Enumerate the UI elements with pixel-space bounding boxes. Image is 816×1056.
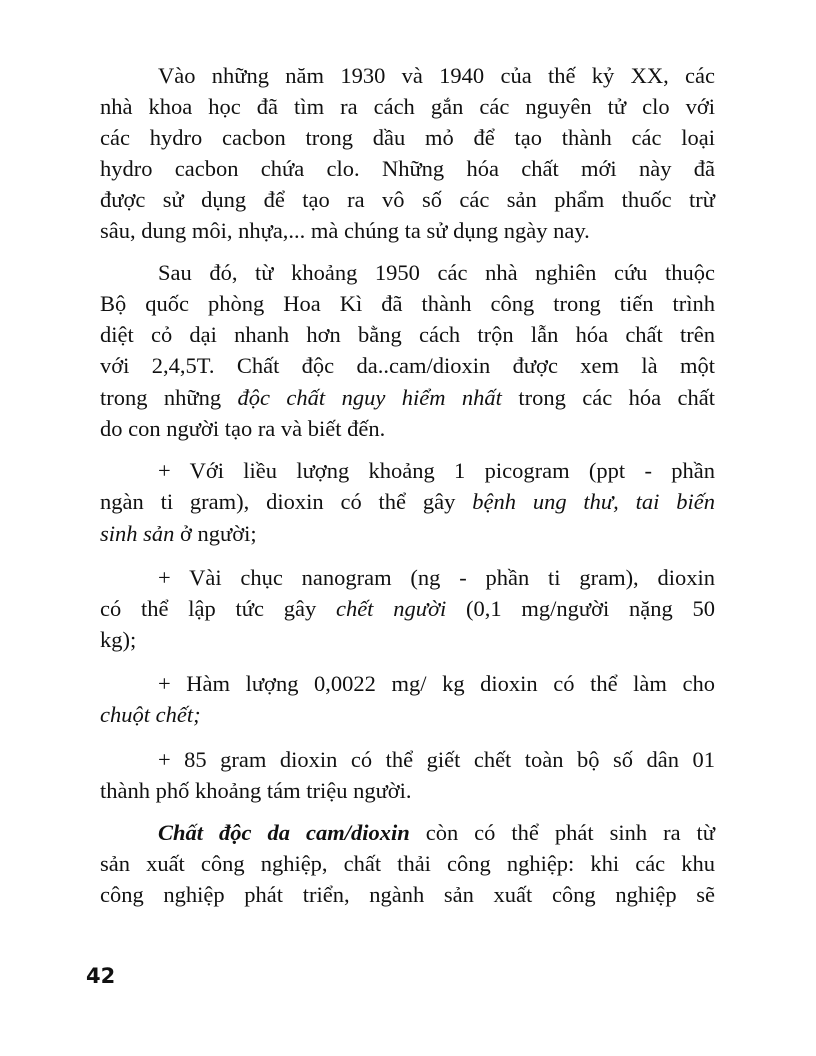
text-segment: các hydro cacbon trong dầu mỏ để tạo thành các loại bbox=[100, 125, 715, 150]
emphasized-text: bệnh ung thư, tai biến bbox=[472, 489, 715, 514]
paragraph-2-line bbox=[158, 257, 715, 288]
paragraph-1-line bbox=[100, 215, 715, 246]
page-number: 42 bbox=[86, 964, 116, 988]
emphasized-text: độc chất nguy hiểm nhất bbox=[237, 385, 502, 410]
text-segment: thành phố khoảng tám triệu người. bbox=[100, 778, 412, 803]
paragraph-5-line bbox=[100, 699, 715, 730]
text-segment: Bộ quốc phòng Hoa Kì đã thành công trong tiến trình bbox=[100, 291, 715, 316]
paragraph-1-line bbox=[100, 153, 715, 184]
paragraph-2-line bbox=[100, 413, 715, 444]
text-segment: trong các hóa chất bbox=[501, 385, 715, 410]
text-segment: Sau đó, từ khoảng 1950 các nhà nghiên cứu thuộc bbox=[158, 260, 715, 285]
text-segment: ở người; bbox=[174, 521, 257, 546]
text-segment: có thể lập tức gây bbox=[100, 596, 336, 621]
emphasized-text: chết người bbox=[335, 596, 447, 621]
paragraph-1-line bbox=[100, 184, 715, 215]
text-segment: với 2,4,5T. Chất độc da..cam/dioxin được xem là một bbox=[100, 353, 715, 378]
paragraph-1-line bbox=[158, 60, 715, 91]
paragraph-7-line bbox=[100, 848, 715, 879]
text-segment: nhà khoa học đã tìm ra cách gắn các nguyên tử clo với bbox=[100, 94, 715, 119]
paragraph-7-line bbox=[100, 879, 715, 910]
text-segment: hydro cacbon chứa clo. Những hóa chất mới này đã bbox=[100, 156, 715, 181]
paragraph-6-line bbox=[100, 775, 715, 806]
paragraph-4-line bbox=[158, 562, 715, 593]
text-segment: được sử dụng để tạo ra vô số các sản phẩm thuốc trừ bbox=[100, 187, 715, 212]
paragraph-2-line bbox=[100, 288, 715, 319]
text-segment: còn có thể phát sinh ra từ bbox=[409, 820, 715, 845]
text-segment: + Hàm lượng 0,0022 mg/ kg dioxin có thể làm cho bbox=[158, 671, 715, 696]
paragraph-4-line bbox=[100, 624, 715, 655]
text-segment: do con người tạo ra và biết đến. bbox=[100, 416, 386, 441]
text-segment: (0,1 mg/người nặng 50 bbox=[446, 596, 715, 621]
text-segment: diệt cỏ dại nhanh hơn bằng cách trộn lẫn hóa chất trên bbox=[100, 322, 715, 347]
paragraph-5-line bbox=[158, 668, 715, 699]
text-segment: ngàn ti gram), dioxin có thể gây bbox=[100, 489, 473, 514]
text-segment: sâu, dung môi, nhựa,... mà chúng ta sử dụng ngày nay. bbox=[100, 218, 590, 243]
paragraph-1-line bbox=[100, 122, 715, 153]
paragraph-1-line bbox=[100, 91, 715, 122]
paragraph-3-line bbox=[100, 486, 715, 517]
emphasized-text: sinh sản bbox=[100, 521, 175, 546]
text-segment: + 85 gram dioxin có thể giết chết toàn bộ số dân 01 bbox=[158, 747, 715, 772]
emphasized-text: Chất độc da cam/dioxin bbox=[158, 820, 410, 845]
paragraph-2-line bbox=[100, 319, 715, 350]
text-segment: sản xuất công nghiệp, chất thải công nghiệp: khi các khu bbox=[100, 851, 715, 876]
text-segment: kg); bbox=[100, 627, 137, 652]
emphasized-text: chuột chết; bbox=[100, 702, 201, 727]
paragraph-7-line bbox=[158, 817, 715, 848]
text-segment: trong những bbox=[100, 385, 238, 410]
text-segment: công nghiệp phát triển, ngành sản xuất công nghiệp sẽ bbox=[100, 882, 715, 907]
paragraph-3-line bbox=[100, 518, 715, 549]
paragraph-3-line bbox=[158, 455, 715, 486]
paragraph-4-line bbox=[100, 593, 715, 624]
paragraph-2-line bbox=[100, 382, 715, 413]
paragraph-6-line bbox=[158, 744, 715, 775]
text-segment: + Vài chục nanogram (ng - phần ti gram), dioxin bbox=[158, 565, 715, 590]
paragraph-2-line bbox=[100, 350, 715, 381]
text-segment: Vào những năm 1930 và 1940 của thế kỷ XX, các bbox=[158, 63, 715, 88]
text-segment: + Với liều lượng khoảng 1 picogram (ppt - phần bbox=[158, 458, 715, 483]
